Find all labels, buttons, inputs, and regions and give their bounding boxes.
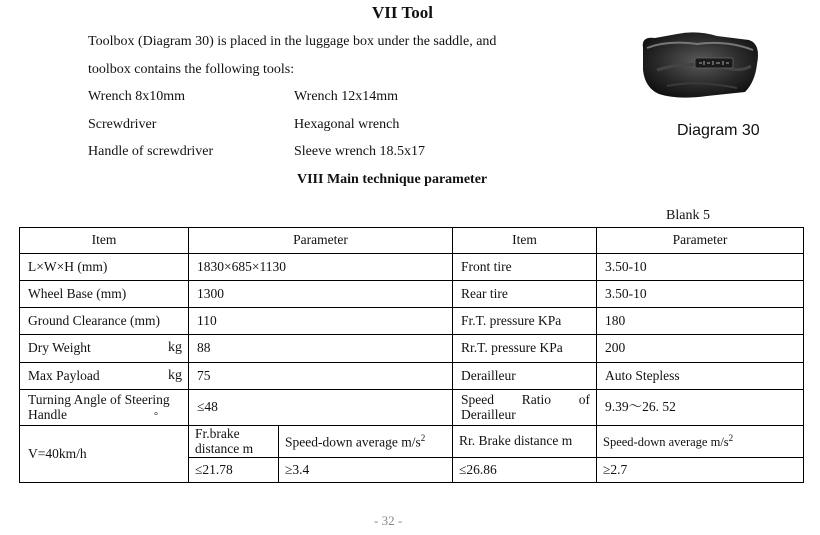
rear-brake-label: Rr. Brake distance m: [453, 426, 597, 458]
superscript: 2: [728, 432, 734, 443]
header-parameter-2: Parameter: [597, 228, 804, 254]
row-param: 1830×685×1130: [189, 254, 453, 281]
toolbox-photo: [637, 30, 763, 102]
tool-item: Wrench 8x10mm: [88, 89, 186, 104]
intro-line-1: Toolbox (Diagram 30) is placed in the luggage box under the saddle, and: [88, 34, 497, 49]
row-item-2: Rr.T. pressure KPa: [453, 335, 597, 363]
speed-down-value-2: ≥2.7: [597, 458, 804, 483]
speed-down-label-2: [597, 426, 804, 458]
row-item-2: Rear tire: [453, 281, 597, 308]
row-item-2-label: Speed Ratio of Derailleur: [461, 392, 590, 422]
row-param-2: 3.50-10: [597, 254, 804, 281]
speed-down-value: ≥3.4: [279, 458, 453, 483]
diagram-caption: Diagram 30: [677, 122, 760, 139]
row-item-unit: kg: [168, 367, 182, 383]
row-item-label: Turning Angle of Steering Handle: [28, 392, 170, 422]
table-row: [20, 363, 804, 390]
row-param: 1300: [189, 281, 453, 308]
row-param-2: 3.50-10: [597, 281, 804, 308]
row-param-2: 200: [597, 335, 804, 363]
tool-item: Sleeve wrench 18.5x17: [294, 144, 426, 159]
row-item-2: Fr.T. pressure KPa: [453, 308, 597, 335]
row-param-2: 180: [597, 308, 804, 335]
row-param: 88: [189, 335, 453, 363]
tool-item: Screwdriver: [88, 117, 157, 132]
speed-label: V=40km/h: [20, 426, 189, 483]
row-item: [20, 363, 189, 390]
section-8-title: VIII Main technique parameter: [297, 172, 488, 187]
tool-item: Hexagonal wrench: [294, 117, 400, 132]
row-item-unit: °: [154, 410, 158, 422]
row-item-2: Derailleur: [453, 363, 597, 390]
speed-down-label-text: Speed-down average m/s: [285, 434, 421, 450]
row-param-2: Auto Stepless: [597, 363, 804, 390]
header-item: Item: [20, 228, 189, 254]
row-item-unit: kg: [168, 340, 182, 356]
page-number: - 32 -: [374, 513, 403, 528]
row-param: 75: [189, 363, 453, 390]
row-item: [20, 390, 189, 426]
row-param: 110: [189, 308, 453, 335]
row-item-label: Dry Weight: [28, 340, 91, 356]
header-parameter: Parameter: [189, 228, 453, 254]
row-param-2: 9.39～26. 52: [597, 390, 804, 426]
superscript: 2: [420, 432, 426, 443]
speed-down-label: [279, 426, 453, 458]
row-item-2: [453, 390, 597, 426]
intro-line-2: toolbox contains the following tools:: [88, 62, 295, 77]
row-item: Ground Clearance (mm): [20, 308, 189, 335]
tool-item: Handle of screwdriver: [88, 144, 214, 159]
row-item-2: Front tire: [453, 254, 597, 281]
row-item-label: Max Payload: [28, 367, 100, 383]
parameter-table: [19, 227, 804, 483]
tool-item: Wrench 12x14mm: [294, 89, 399, 104]
row-item: Wheel Base (mm): [20, 281, 189, 308]
section-7-title: VII Tool: [372, 3, 433, 22]
table-row: [20, 426, 804, 458]
front-brake-value: ≤21.78: [189, 458, 279, 483]
table-row: [20, 390, 804, 426]
header-item-2: Item: [453, 228, 597, 254]
speed-down-label-2-text: Speed-down average m/s: [603, 435, 729, 450]
rear-brake-value: ≤26.86: [453, 458, 597, 483]
table-label: Blank 5: [666, 208, 710, 223]
table-row: [20, 254, 804, 281]
row-item: L×W×H (mm): [20, 254, 189, 281]
table-row: [20, 308, 804, 335]
table-row: [20, 335, 804, 363]
table-row: [20, 281, 804, 308]
row-item: [20, 335, 189, 363]
front-brake-label: Fr.brake distance m: [189, 426, 279, 458]
row-param: ≤48: [189, 390, 453, 426]
